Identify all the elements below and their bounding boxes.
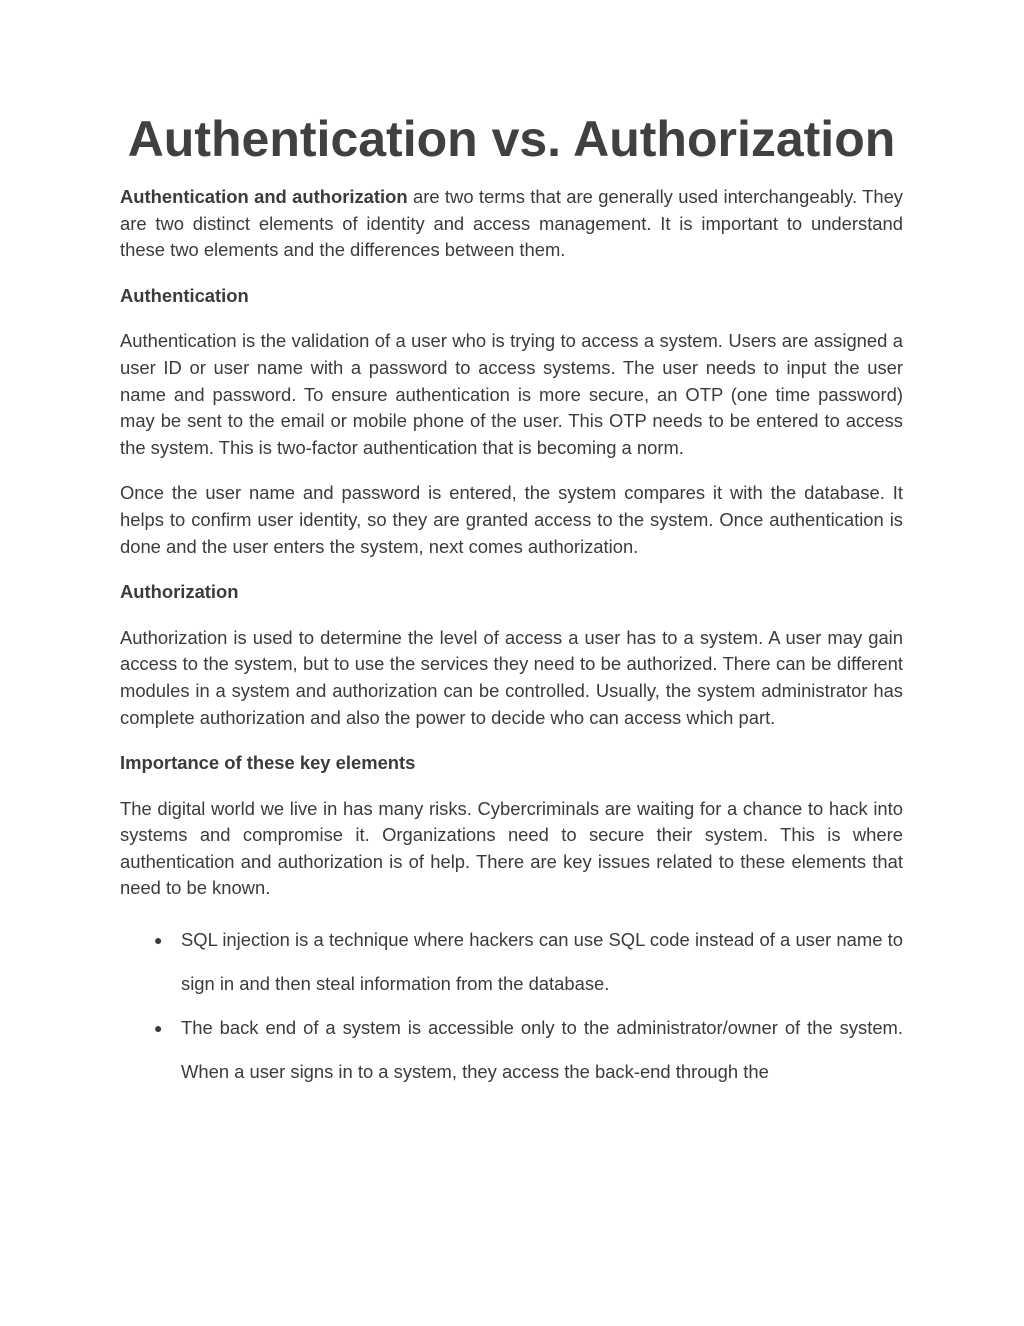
- authorization-paragraph-1: Authorization is used to determine the level of access a user has to a system. A user may gain access to the system, but to use the services they need to be authorized. There can be different modules in a system and authorization can be controlled. Usually, the system administrator has complete authorization and also the power to decide who can access which part.: [120, 626, 903, 728]
- intro-paragraph: [120, 184, 903, 264]
- section-heading-authentication: Authentication: [120, 284, 249, 306]
- bullet-text: The back end of a system is accessible only to the administrator/owner of the system. When a user signs in to a system, they access the back-end through the: [181, 1017, 903, 1083]
- importance-paragraph-1: The digital world we live in has many risks. Cybercriminals are waiting for a chance to hack into systems and compromise it. Organizations need to secure their system. This is where authentication and authorization is of help. There are key issues related to these elements that need to be known.: [120, 797, 903, 899]
- authentication-paragraph-1: Authentication is the validation of a user who is trying to access a system. Users are assigned a user ID or user name with a password to access systems. The user needs to input the user name and password. To ensure authentication is more secure, an OTP (one time password) may be sent to the email or mobile phone of the user. This OTP needs to be entered to access the system. This is two-factor authentication that is becoming a norm.: [120, 330, 903, 458]
- section-heading-importance: Importance of these key elements: [120, 752, 416, 774]
- bullet-text: SQL injection is a technique where hackers can use SQL code instead of a user name to sign in and then steal information from the database.: [181, 929, 903, 995]
- bullet-dot-icon: ●: [154, 932, 163, 949]
- section-heading-authorization: Authorization: [120, 581, 239, 603]
- list-item: [120, 918, 903, 1006]
- intro-lead-bold: Authentication and authorization: [120, 186, 408, 207]
- bullet-dot-icon: ●: [154, 1020, 163, 1037]
- document-title: Authentication vs. Authorization: [127, 111, 896, 167]
- intro-text: are two terms that are generally used interchangeably. They are two distinct elements of identity and access management. It is important to understand these two elements and the differences between them.: [120, 186, 903, 261]
- document-page: [120, 108, 903, 1094]
- authentication-paragraph-2: Once the user name and password is entered, the system compares it with the database. It helps to confirm user identity, so they are granted access to the system. Once authentication is done and the user enters the system, next comes authorization.: [120, 482, 903, 557]
- issues-bullet-list: [120, 918, 903, 1094]
- list-item: [120, 1006, 903, 1094]
